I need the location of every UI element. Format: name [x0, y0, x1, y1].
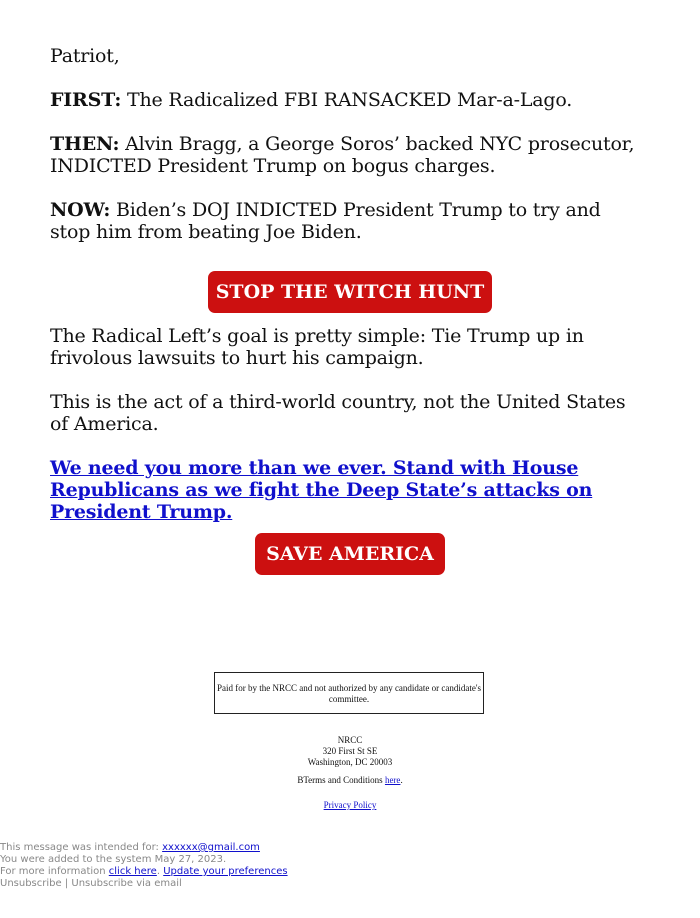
- stand-with-republicans-link[interactable]: We need you more than we ever. Stand with House Republicans as we fight the Deep State’s attacks on President Trump.: [50, 457, 593, 523]
- terms-prefix: BTerms and Conditions: [297, 775, 385, 785]
- intended-prefix: This message was intended for:: [0, 842, 163, 853]
- now-label: NOW:: [50, 199, 111, 221]
- email-footer: [0, 842, 288, 890]
- now-paragraph: [50, 199, 640, 243]
- update-preferences-link[interactable]: Update your preferences: [163, 866, 288, 877]
- more-prefix: For more information: [0, 866, 109, 877]
- unsubscribe-email-link[interactable]: Unsubscribe via email: [71, 878, 182, 889]
- then-paragraph: [50, 133, 640, 177]
- first-paragraph: [50, 89, 640, 111]
- cta-container-2: [50, 533, 650, 575]
- privacy-line: [0, 800, 700, 811]
- then-label: THEN:: [50, 133, 120, 155]
- then-text: Alvin Bragg, a George Soros’ backed NYC prosecutor, INDICTED President Trump on bogus charges.: [50, 133, 635, 177]
- first-text: The Radicalized FBI RANSACKED Mar-a-Lago.: [121, 89, 573, 111]
- greeting: Patriot,: [50, 45, 120, 67]
- unsubscribe-pipe: |: [61, 878, 72, 889]
- recipient-email-link[interactable]: xxxxxx@gmail.com: [162, 842, 260, 853]
- first-label: FIRST:: [50, 89, 122, 111]
- intended-line: [0, 842, 288, 854]
- added-line: You were added to the system May 27, 2023.: [0, 854, 227, 865]
- click-here-link[interactable]: click here: [108, 866, 157, 877]
- goal-paragraph: The Radical Left’s goal is pretty simple: Tie Trump up in frivolous lawsuits to hurt his campaign.: [50, 325, 584, 369]
- city-address: Washington, DC 20003: [307, 757, 393, 767]
- act-paragraph: This is the act of a third-world country, not the United States of America.: [50, 391, 626, 435]
- privacy-policy-link[interactable]: Privacy Policy: [323, 800, 377, 810]
- more-separator: .: [156, 866, 164, 877]
- save-america-button[interactable]: SAVE AMERICA: [255, 533, 445, 575]
- terms-here-link[interactable]: here: [384, 775, 401, 785]
- stop-the-witch-hunt-button[interactable]: STOP THE WITCH HUNT: [208, 271, 492, 313]
- paid-for-disclaimer: Paid for by the NRCC and not authorized by any candidate or candidate's committee.: [214, 672, 484, 714]
- now-text: Biden’s DOJ INDICTED President Trump to try and stop him from beating Joe Biden.: [50, 199, 601, 243]
- terms-suffix: .: [400, 775, 403, 785]
- cta-container-1: [50, 271, 650, 313]
- street-address: 320 First St SE: [322, 746, 378, 756]
- mailing-address: [0, 735, 700, 768]
- org-name: NRCC: [337, 735, 363, 745]
- more-info-line: [0, 866, 288, 878]
- unsubscribe-line: [0, 878, 288, 890]
- unsubscribe-link[interactable]: Unsubscribe: [0, 878, 62, 889]
- terms-line: [0, 775, 700, 786]
